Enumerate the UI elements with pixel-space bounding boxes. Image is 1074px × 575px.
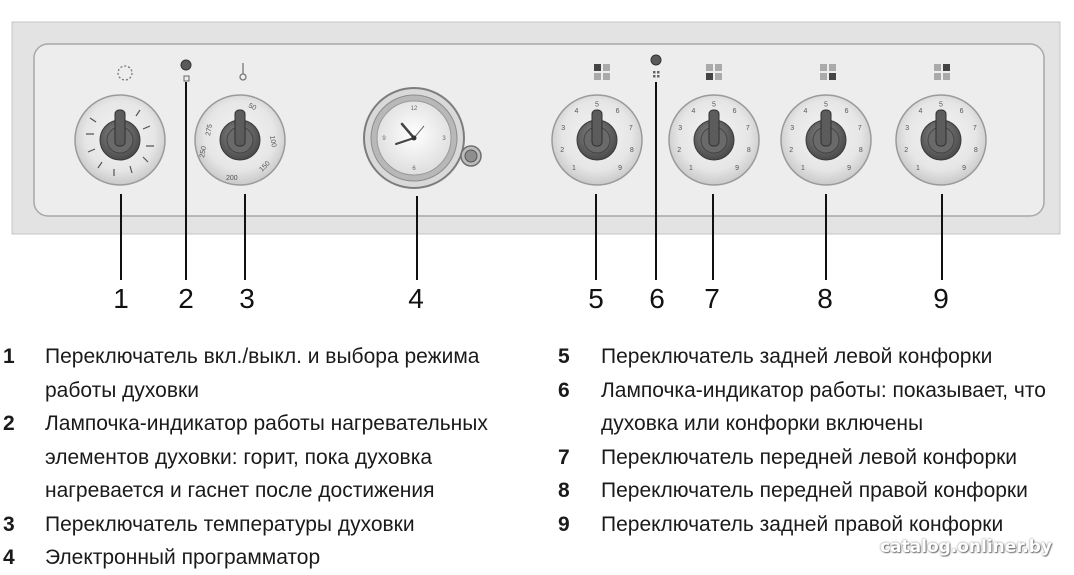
legend-item (556, 508, 1071, 542)
burner-tick-label: 5 (824, 101, 828, 109)
clock-number: 3 (442, 136, 446, 142)
legend-left (0, 340, 525, 575)
burner-tick-label: 1 (915, 165, 920, 173)
burner-tick-label: 2 (560, 146, 565, 154)
burner-tick-label: 5 (939, 101, 943, 109)
burner-tick-label: 1 (800, 165, 805, 173)
burner-tick-label: 7 (745, 125, 750, 133)
legend-item (556, 474, 1071, 508)
legend-number: 6 (558, 378, 570, 402)
burner-tick-label: 6 (732, 108, 737, 115)
clock-number: 6 (412, 166, 416, 172)
burner-tick-label: 8 (629, 146, 634, 154)
legend-item (0, 541, 525, 575)
burner-tick-label: 4 (691, 108, 696, 115)
legend-item (0, 407, 525, 508)
callout-number: 1 (113, 283, 129, 314)
burner-tick-label: 9 (962, 165, 967, 173)
temperature-tick-label: 275 (205, 123, 214, 137)
legend-text: Переключатель передней левой конфорки (601, 445, 1018, 469)
burner-tick-label: 8 (858, 146, 863, 154)
callout-number: 6 (649, 283, 665, 314)
legend-text: Переключатель задней левой конфорки (601, 345, 993, 368)
legend-number: 3 (3, 512, 15, 536)
burner-tick-label: 7 (857, 125, 862, 133)
power-indicator-lamp (651, 55, 661, 65)
callout-number: 3 (239, 283, 255, 314)
burner-tick-label: 7 (972, 125, 977, 133)
legend-number: 9 (558, 512, 570, 536)
burner-tick-label: 4 (574, 108, 579, 115)
rear-left-burner-knob[interactable] (552, 95, 642, 185)
burner-tick-label: 1 (688, 165, 693, 173)
legend-right (556, 340, 1071, 541)
burner-tick-label: 2 (904, 146, 909, 154)
callout-number: 5 (588, 283, 604, 314)
callout-number: 7 (704, 283, 720, 314)
burner-tick-label: 3 (561, 125, 566, 133)
burner-tick-label: 2 (789, 146, 794, 154)
temperature-tick-label: 200 (226, 175, 238, 182)
front-right-burner-knob[interactable] (781, 95, 871, 185)
rear-right-burner-knob[interactable] (896, 95, 986, 185)
legend-item (556, 441, 1071, 475)
legend-item (0, 508, 525, 542)
oven-mode-knob[interactable] (75, 95, 165, 185)
legend-number: 5 (558, 345, 570, 368)
legend-number: 4 (3, 546, 15, 569)
callout-number: 8 (817, 283, 833, 314)
heating-indicator-lamp (181, 60, 191, 70)
temperature-tick-label: 100 (268, 135, 277, 148)
temperature-knob[interactable] (195, 95, 285, 185)
legend-item (556, 374, 1071, 441)
burner-tick-label: 8 (973, 146, 978, 154)
legend-text: Переключатель задней правой конфорки (601, 512, 1004, 536)
burner-tick-label: 7 (628, 125, 633, 133)
burner-tick-label: 6 (615, 108, 620, 115)
legend-text: Лампочка-индикатор работы: показывает, что духовка или конфорки включены (601, 378, 1046, 435)
clock-number: 9 (382, 136, 386, 142)
clock-number: 12 (410, 106, 418, 112)
legend-text: Переключатель передней правой конфорки (601, 479, 1028, 502)
legend-number: 2 (3, 412, 15, 435)
burner-tick-label: 9 (735, 165, 740, 173)
legend-number: 7 (558, 445, 570, 469)
burner-tick-label: 3 (678, 125, 683, 133)
burner-tick-label: 6 (844, 108, 849, 115)
legend-text: Переключатель вкл./выкл. и выбора режима работы духовки (45, 345, 480, 402)
legend-text: Переключатель температуры духовки (45, 512, 415, 536)
legend-text: Электронный программатор (45, 546, 321, 569)
burner-tick-label: 5 (712, 101, 716, 109)
temperature-tick-label: 50 (247, 102, 258, 113)
burner-tick-label: 5 (595, 101, 599, 109)
callout-number: 2 (178, 283, 194, 314)
burner-tick-label: 6 (959, 108, 964, 115)
callout-numbers (113, 283, 949, 314)
burner-tick-label: 8 (746, 146, 751, 154)
callout-number: 4 (408, 283, 424, 314)
burner-tick-label: 9 (618, 165, 623, 173)
front-left-burner-knob[interactable] (669, 95, 759, 185)
legend-text: Лампочка-индикатор работы нагревательных элементов духовки: горит, пока духовка нагревается и гаснет после достижения (45, 412, 488, 502)
burner-tick-label: 4 (803, 108, 808, 115)
burner-tick-label: 9 (847, 165, 852, 173)
legend-number: 1 (3, 345, 15, 368)
callout-number: 9 (933, 283, 949, 314)
legend-number: 8 (558, 479, 570, 502)
burner-tick-label: 2 (677, 146, 682, 154)
burner-tick-label: 3 (790, 125, 795, 133)
burner-tick-label: 3 (905, 125, 910, 133)
burner-tick-label: 1 (571, 165, 576, 173)
legend-item (0, 340, 525, 407)
temperature-tick-label: 150 (258, 160, 272, 174)
burner-tick-label: 4 (918, 108, 923, 115)
watermark: catalog.onliner.by (879, 537, 1052, 557)
temperature-tick-label: 250 (199, 145, 208, 159)
legend-item (556, 340, 1071, 374)
